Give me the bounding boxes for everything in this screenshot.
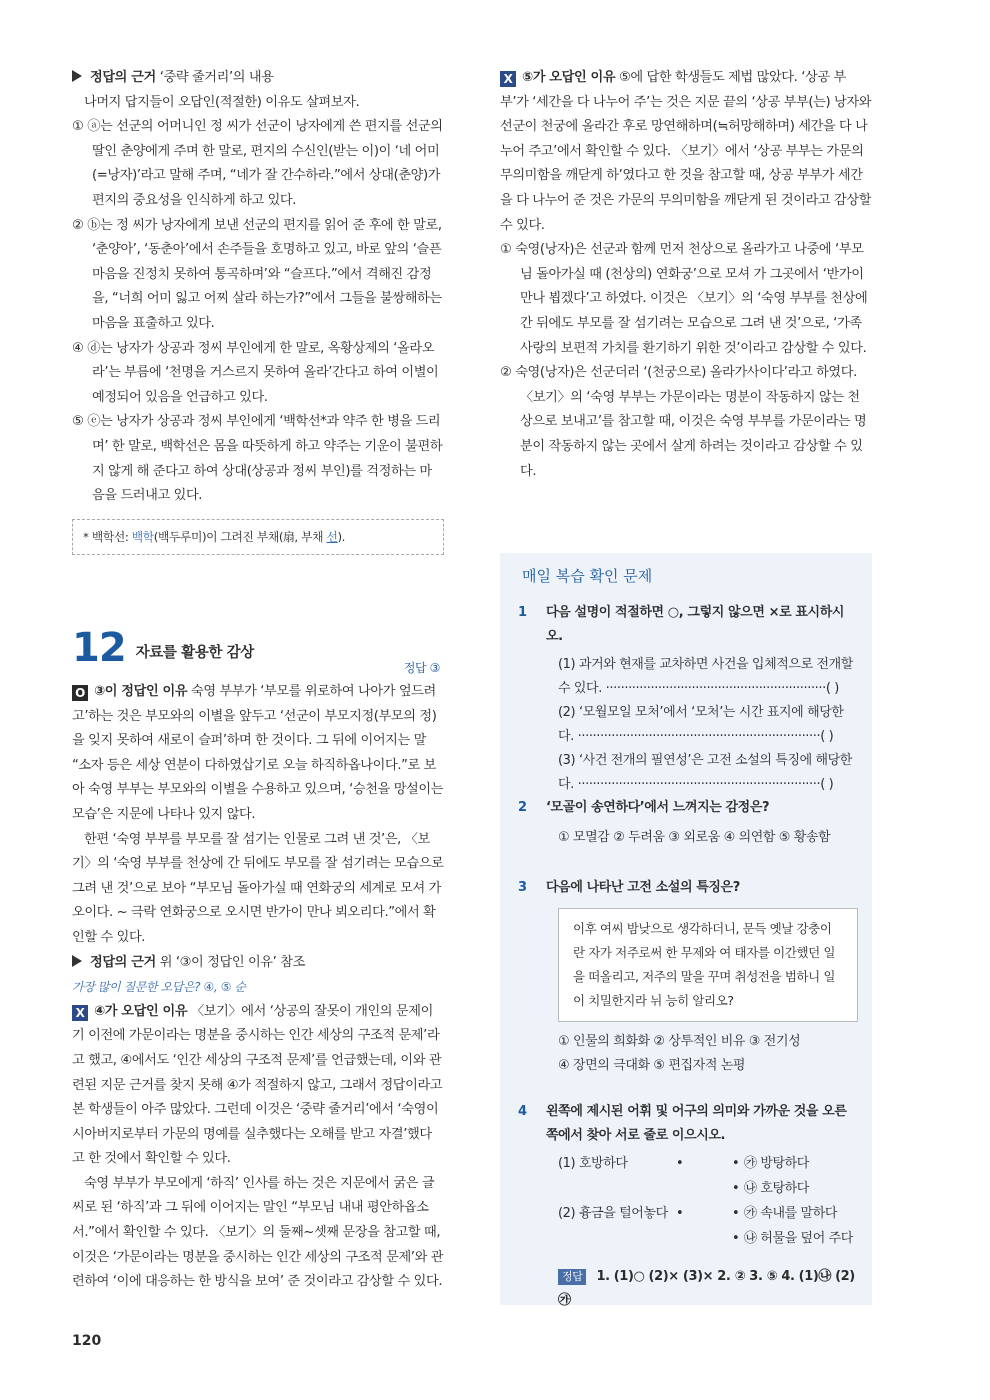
question-item: (2) ‘모월모일 모처’에서 ‘모처’는 시간 표지에 해당한다. ·································································( ): [558, 705, 844, 744]
matching-right-item: ㉮ 속내를 말하다: [744, 1206, 838, 1221]
basis-text: ‘중략 줄거리’의 내용: [159, 70, 274, 85]
correct-text: 숙영 부부가 ‘부모를 위로하여 나아가 엎드려 고’하는 것은 부모와의 이별을 앞두고 ‘선군이 부모지정(부모의 정)을 잊지 못하여 새로이 슬퍼’하며 한 것이다. 그 뒤에 이어지는 말 “소자 등은 세상 연분이 다하였삽기로 오늘 하직하옵나이다.”로 보아 숙영 부부는 부모와의 이별을 수용하고 있으며, ‘승천을 망설이는 모습’은 지문에 나타나 있지 않다.: [72, 684, 444, 822]
question-number: 4: [518, 1104, 527, 1119]
matching-left-item: (1) 호방하다: [558, 1156, 628, 1171]
matching-dot: •: [732, 1206, 740, 1221]
answer-tag: 정답: [558, 1269, 586, 1285]
review-box: [500, 553, 872, 1308]
basis-label: 정답의 근거: [90, 70, 156, 85]
wrong-text: 〈보기〉에서 ‘상공의 잘못이 개인의 문제이기 이전에 가문이라는 명분을 중시하는 인간 세상의 구조적 문제’라고 했고, ④에서도 ‘인간 세상의 구조적 문제’를 언급했는데, 이와 관련된 지문 근거를 찾지 못해 ④가 적절하지 않고, 그래서 정답이라고 본 학생들이 아주 많았다. 그런데 이것은 ‘중략 줄거리’에서 ‘숙영이 시아버지로부터 가문의 명예를 실추했다는 오해를 받고 자결’했다고 한 것에서 확인할 수 있다.: [72, 1003, 443, 1167]
basis-text: 위 ‘③이 정답인 이유’ 참조: [159, 954, 305, 970]
footnote: [72, 519, 444, 556]
question-1: [518, 601, 858, 797]
review-title: 매일 복습 확인 문제: [522, 567, 653, 585]
question-text: 다음에 나타난 고전 소설의 특징은?: [546, 880, 740, 895]
list-item: ① 숙영(낭자)은 선군과 함께 먼저 천상으로 올라가고 나중에 ‘부모님 돌아가실 때 (천상의) 연화궁’으로 모셔 가 그곳에서 ‘반가이 만나 뵙겠다’고 하였다. 이것은 〈보기〉의 ‘숙영 부부를 천상에 간 뒤에도 부모를 잘 섬기려는 모습으로 그려 낸 것’으로, ‘가족 사랑의 보편적 가치를 환기하기 위한 것’이라고 감상할 수 있다.: [500, 242, 868, 356]
paragraph: 한편 ‘숙영 부부를 부모를 잘 섬기는 인물로 그려 낸 것’은, 〈보기〉의 ‘숙영 부부를 천상에 간 뒤에도 부모를 잘 섬기려는 모습으로 그려 낸 것’으로 보아 “부모님 돌아가실 때 연화궁의 세계로 모셔 가오이다. ~ 극락 연화궁으로 오시면 반가이 만나 뵈오리다.”에서 확인할 수 있다.: [72, 831, 444, 945]
wrong-lead: ⑤가 오답인 이유: [522, 70, 616, 85]
question-options: ④ 장면의 극대화 ⑤ 편집자적 논평: [558, 1058, 746, 1073]
list-item: ① ⓐ는 선군의 어머니인 정 씨가 선군이 낭자에게 쓴 편지를 선군의 딸인 춘양에게 주며 한 말로, 편지의 수신인(받는 이)이 ‘네 어미(=낭자)’라고 말해 주며, “네가 잘 간수하라.”에서 상대(춘양)가 편지의 중요성을 인식하게 하고 있다.: [72, 119, 443, 208]
footnote-highlight: 선: [326, 529, 338, 544]
triangle-icon: [72, 70, 82, 82]
paragraph: 숙영 부부가 부모에게 ‘하직’ 인사를 하는 것은 지문에서 굵은 글씨로 된 ‘하직’과 그 뒤에 이어지는 말인 “부모님 내내 평안하옵소서.”에서 확인할 수 있다. 〈보기〉의 둘째~셋째 문장을 참고할 때, 이것은 ‘가문이라는 명분을 중시하는 인간 세상의 구조적 문제’와 관련하여 ‘이에 대응하는 한 방식을 보여’ 준 것이라고 감상할 수 있다.: [72, 1175, 444, 1290]
question-options: ① 모멸감 ② 두려움 ③ 외로움 ④ 의연함 ⑤ 황송함: [558, 830, 831, 845]
correct-lead: ③이 정답인 이유: [94, 684, 188, 699]
wrong-text: ⑤에 답한 학생들도 제법 많았다. ‘상공 부부’가 ‘세간을 다 나누어 주’는 것은 지문 끝의 ‘상공 부부(는) 낭자와 선군이 천궁에 올라간 후로 망연해하며(≒허망해하며) 세간을 다 나누어 주고’에서 확인할 수 있다. 〈보기〉에서 ‘상공 부부는 가문의 무의미함을 깨닫게 하’였다고 한 것을 참고할 때, 상공 부부가 세간을 다 나누어 준 것은 가문의 무의미함을 깨닫게 된 것이라고 감상할 수 있다.: [500, 70, 872, 233]
wrong-lead: ④가 오답인 이유: [94, 1003, 188, 1019]
quote-box: 이후 여씨 밤낮으로 생각하더니, 문득 옛날 강충이란 자가 저주로써 한 무제와 여 태자를 이간했던 일을 떠올리고, 저주의 말을 꾸며 취성전을 범하니 일이 치밀한지라 뉘 능히 알리오?: [558, 908, 858, 1022]
matching-right-item: ㉯ 호탕하다: [744, 1181, 809, 1196]
question-2: [518, 796, 858, 850]
section-number: 12: [72, 625, 126, 671]
answer-line: [518, 1265, 858, 1313]
list-item: ④ ⓓ는 낭자가 상공과 정씨 부인에게 한 말로, 옥황상제의 ‘올라오라’는 부름에 ‘천명을 거스르지 못하여 올라’간다고 하여 이별이 예정되어 있음을 언급하고 있다.: [72, 340, 439, 405]
question-text: 다음 설명이 적절하면 ○, 그렇지 않으면 ×로 표시하시오.: [546, 605, 845, 644]
matching-dot: •: [676, 1156, 684, 1171]
answer-text: 1. (1)○ (2)× (3)× 2. ② 3. ⑤ 4. (1)㉯ (2)㉮: [558, 1269, 855, 1308]
matching-area: [518, 1152, 858, 1256]
triangle-icon: [72, 955, 82, 967]
question-number: 1: [518, 605, 527, 620]
handwritten-note: 가장 많이 질문한 오답은? ④, ⑤ 순: [72, 980, 246, 995]
correct-mark-icon: O: [72, 685, 88, 701]
wrong-mark-icon: X: [500, 71, 516, 87]
footnote-prefix: * 백학선:: [83, 529, 132, 544]
question-3: [518, 876, 858, 1078]
matching-dot: •: [732, 1231, 740, 1246]
intro-text: 나머지 답지들이 오답인(적절한) 이유도 살펴보자.: [84, 94, 360, 110]
question-text: ‘모골이 송연하다’에서 느껴지는 감정은?: [546, 800, 770, 815]
footnote-highlight: 백학: [131, 529, 154, 544]
matching-left-item: (2) 흉금을 털어놓다: [558, 1206, 668, 1221]
matching-dot: •: [676, 1206, 684, 1221]
footnote-end: ).: [337, 529, 346, 544]
list-item: ② 숙영(낭자)은 선군더러 ‘(천궁으로) 올라가사이다’라고 하였다. 〈보기〉의 ‘숙영 부부는 가문이라는 명분이 작동하지 않는 천상으로 보내고’를 참고할 때, 이것은 숙영 부부를 가문이라는 명분이 작동하지 않는 곳에서 살게 하려는 것이라고 감상할 수 있다.: [500, 365, 867, 479]
matching-dot: •: [732, 1156, 740, 1171]
footnote-mid: (백두루미)이 그려진 부채(扇, 부채: [153, 529, 327, 544]
wrong-mark-icon: X: [72, 1005, 88, 1021]
question-text: 왼쪽에 제시된 어휘 및 어구의 의미와 가까운 것을 오른쪽에서 찾아 서로 줄로 이으시오.: [546, 1104, 847, 1143]
matching-dot: •: [732, 1181, 740, 1196]
question-item: (1) 과거와 현재를 교차하면 사건을 입체적으로 전개할 수 있다. ···························································( ): [558, 657, 853, 696]
matching-right-item: ㉯ 허물을 덮어 주다: [744, 1231, 853, 1246]
page-number: 120: [72, 1333, 102, 1349]
question-number: 3: [518, 880, 527, 895]
list-item: ② ⓑ는 정 씨가 낭자에게 보낸 선군의 편지를 읽어 준 후에 한 말로, ‘춘양아’, ‘동춘아’에서 손주들을 호명하고 있고, 바로 앞의 ‘슬픈 마음을 진정치 못하여 통곡하며’와 “슬프다.”에서 격해진 감정을, “너희 어미 잃고 어찌 살라 하는가?”에서 그들을 불쌍해하는 마음을 표출하고 있다.: [72, 217, 442, 331]
left-top-section: [72, 66, 444, 555]
question-options: ① 인물의 희화화 ② 상투적인 비유 ③ 전기성: [558, 1034, 801, 1049]
answer-label: 정답 ③: [403, 661, 440, 675]
section-header: [72, 625, 444, 680]
list-item: ⑤ ⓔ는 낭자가 상공과 정씨 부인에게 ‘백학선*과 약주 한 병을 드리며’ 한 말로, 백학선은 몸을 따뜻하게 하고 약주는 기운이 불편하지 않게 해 준다고 하여 상대(상공과 정씨 부인)를 걱정하는 마음을 드러내고 있다.: [72, 414, 443, 504]
basis-label: 정답의 근거: [90, 954, 156, 970]
right-top-section: [500, 66, 872, 484]
section-12: [72, 625, 444, 1295]
question-item: (3) ‘사건 전개의 필연성’은 고전 소설의 특징에 해당한다. ·································································( ): [558, 753, 852, 792]
question-number: 2: [518, 800, 527, 815]
question-4: [518, 1100, 858, 1256]
matching-right-item: ㉮ 방탕하다: [744, 1156, 809, 1171]
section-title: 자료를 활용한 감상: [135, 645, 254, 661]
